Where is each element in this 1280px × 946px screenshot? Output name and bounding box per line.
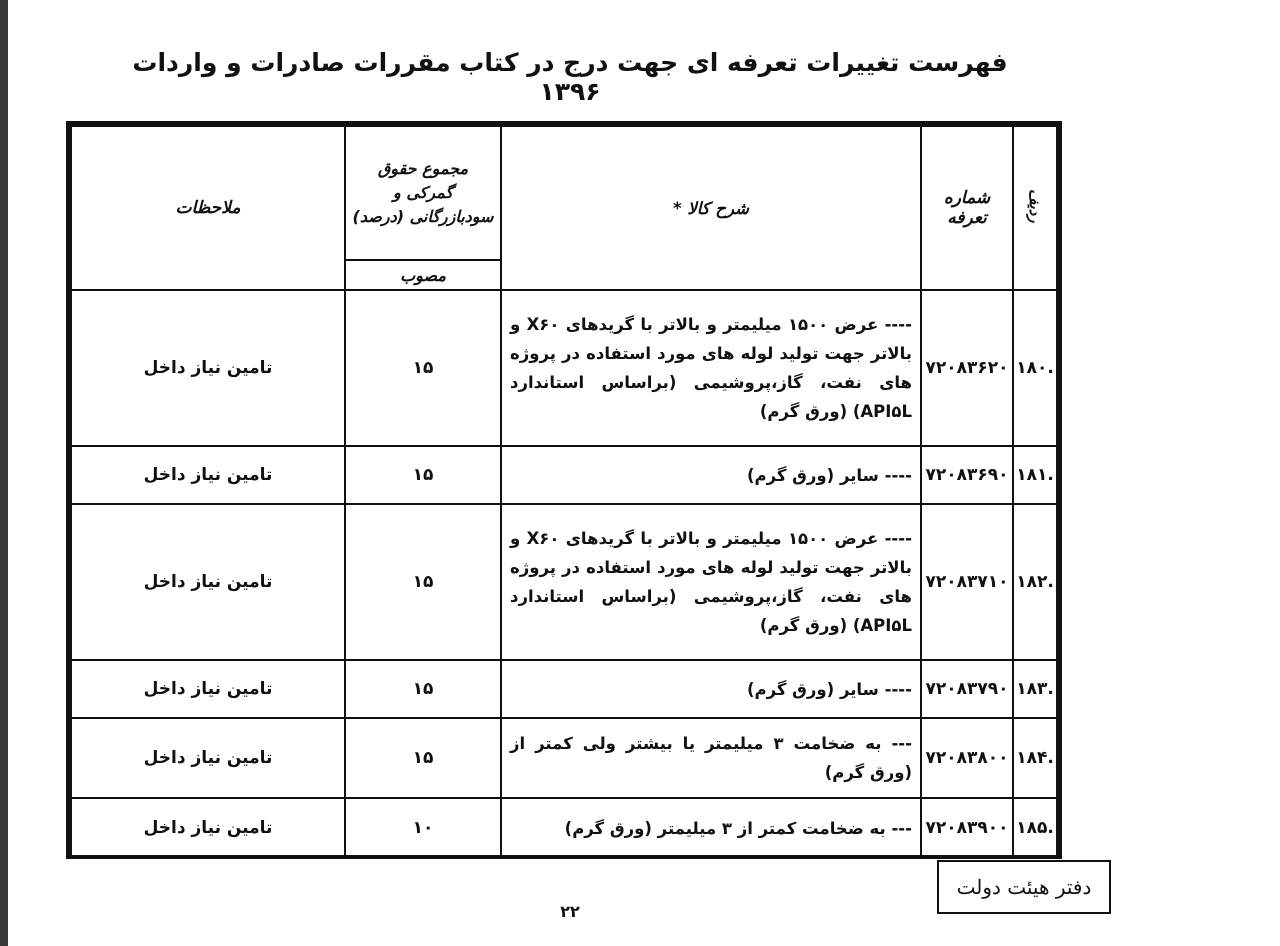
left-edge-bar: [0, 0, 8, 946]
table-row: [71, 290, 1057, 446]
tariff-number: ۷۲۰۸۳۶۹۰: [921, 446, 1013, 504]
table-row: [71, 446, 1057, 504]
header-tariff: شماره تعرفه: [921, 126, 1013, 290]
row-number: .۱۸۰: [1013, 290, 1057, 446]
description: --- به ضخامت کمتر از ۳ میلیمتر (ورق گرم): [501, 798, 921, 858]
tariff-number: ۷۲۰۸۳۷۹۰: [921, 660, 1013, 718]
remark: تامین نیاز داخل: [71, 290, 345, 446]
page-number: ۲۲: [560, 902, 580, 921]
duty-value: ۱۵: [345, 290, 501, 446]
remark: تامین نیاز داخل: [71, 660, 345, 718]
tariff-number: ۷۲۰۸۳۷۱۰: [921, 504, 1013, 660]
duty-value: ۱۵: [345, 504, 501, 660]
header-remarks: ملاحظات: [71, 126, 345, 290]
description: ---- عرض ۱۵۰۰ میلیمتر و بالاتر با گریدهای X۶۰ و بالاتر جهت تولید لوله های مورد استفاده در پروژه های نفت، گاز،پروشیمی (براساس استاندارد API۵L) (ورق گرم): [501, 290, 921, 446]
table-row: [71, 504, 1057, 660]
remark: تامین نیاز داخل: [71, 718, 345, 798]
tariff-number: ۷۲۰۸۳۸۰۰: [921, 718, 1013, 798]
duty-value: ۱۵: [345, 446, 501, 504]
remark: تامین نیاز داخل: [71, 504, 345, 660]
table-row: [71, 798, 1057, 858]
row-number: .۱۸۱: [1013, 446, 1057, 504]
duty-value: ۱۰: [345, 798, 501, 858]
row-number: .۱۸۲: [1013, 504, 1057, 660]
remark: تامین نیاز داخل: [71, 446, 345, 504]
header-description: شرح کالا *: [501, 126, 921, 290]
tariff-number: ۷۲۰۸۳۶۲۰: [921, 290, 1013, 446]
tariff-table-frame: [66, 121, 1062, 859]
header-row: [71, 126, 1057, 260]
duty-value: ۱۵: [345, 718, 501, 798]
table-row: [71, 718, 1057, 798]
row-number: .۱۸۳: [1013, 660, 1057, 718]
document-title: فهرست تغییرات تعرفه ای جهت درج در کتاب مقررات صادرات و واردات ۱۳۹۶: [132, 48, 1008, 106]
header-duty: مجموع حقوق گمرکی و سودبازرگانی (درصد): [345, 126, 501, 260]
tariff-number: ۷۲۰۸۳۹۰۰: [921, 798, 1013, 858]
row-number: .۱۸۵: [1013, 798, 1057, 858]
office-stamp: دفتر هیئت دولت: [937, 860, 1111, 914]
table-row: [71, 660, 1057, 718]
description: --- به ضخامت ۳ میلیمتر یا بیشتر ولی کمتر از (ورق گرم): [501, 718, 921, 798]
header-duty-approved: مصوب: [345, 260, 501, 290]
description: ---- عرض ۱۵۰۰ میلیمتر و بالاتر با گریدهای X۶۰ و بالاتر جهت تولید لوله های مورد استفاده در پروژه های نفت، گاز،پروشیمی (براساس استاندارد API۵L) (ورق گرم): [501, 504, 921, 660]
row-number: .۱۸۴: [1013, 718, 1057, 798]
remark: تامین نیاز داخل: [71, 798, 345, 858]
header-row-number: ردیف: [1013, 126, 1057, 290]
description: ---- سایر (ورق گرم): [501, 446, 921, 504]
duty-value: ۱۵: [345, 660, 501, 718]
description: ---- سایر (ورق گرم): [501, 660, 921, 718]
tariff-table: [70, 125, 1058, 859]
